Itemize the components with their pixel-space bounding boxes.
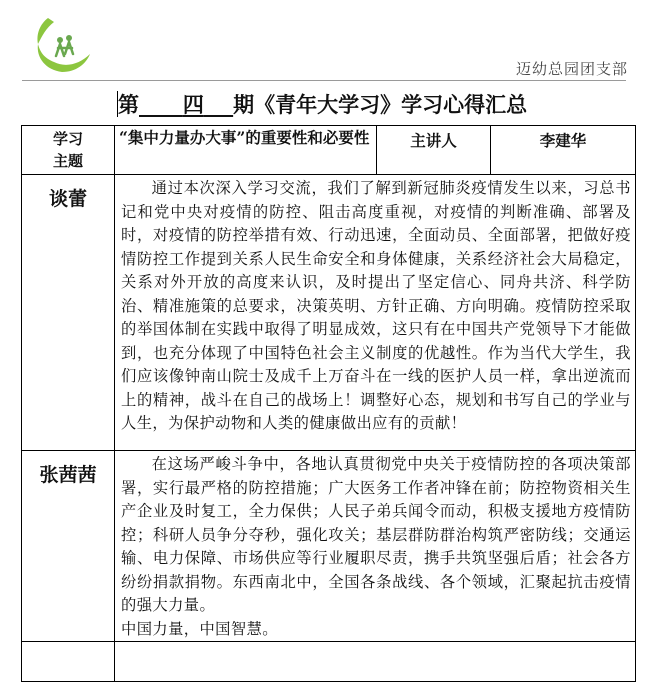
author-name: 谈蕾: [48, 188, 87, 210]
author-name-cell: [22, 451, 115, 642]
leaf-icon: [37, 18, 54, 44]
title-prefix: 第: [118, 92, 139, 117]
topic-label-cell: [22, 126, 115, 175]
study-summary-table: [21, 125, 636, 682]
speaker-label-cell: [377, 126, 491, 175]
author-name-cell: [22, 642, 115, 682]
speaker-name: 李建华: [539, 131, 587, 150]
topic-label: 学习主题: [52, 130, 83, 170]
title-issue-number: 四: [182, 92, 204, 117]
reflection-paragraph: 通过本次深入学习交流，我们了解到新冠肺炎疫情发生以来，习总书记和党中央对疫情的防控、阻击高度重视，对疫情的判断准确、部署及时，对疫情的防控举措有效、行动迅速，全面动员、全面部署，把做好疫情防控工作提到关系人民生命安全和身体健康，关系经济社会大局稳定，关系对外开放的高度来认识，及时提出了坚定信心、同舟共济、科学防治、精准施策的总要求，决策英明、方针正确、方向明确。疫情防控采取的举国体制在实践中取得了明显成效，这只有在中国共产党领导下才能做到，也充分体现了中国特色社会主义制度的优越性。作为当代大学生，我们应该像钟南山院士及成千上万奋斗在一线的医护人员一样，拿出逆流而上的精神，战斗在自己的战场上！调整好心态，规划和书写自己的学业与人生，为保护动物和人类的健康做出应有的贡献！: [121, 179, 631, 432]
title-suffix: 期《青年大学习》学习心得汇总: [233, 92, 528, 117]
title-blank-left: [139, 92, 183, 117]
title-blank-right: [204, 92, 233, 117]
table-row-partial: [22, 642, 636, 682]
organization-name: 迈幼总园团支部: [515, 60, 628, 78]
speaker-label: 主讲人: [410, 131, 457, 150]
table-row: [22, 175, 636, 451]
topic-text: “集中力量办大事”的重要性和必要性: [119, 128, 370, 147]
reflection-text-cell: [115, 451, 636, 642]
author-name: 张茜茜: [39, 464, 97, 486]
speaker-cell: [491, 126, 636, 175]
topic-cell: [115, 126, 377, 175]
header-divider: [22, 80, 626, 81]
organization-logo: [32, 14, 94, 76]
reflection-text-cell: [115, 175, 636, 451]
reflection-closing: 中国力量，中国智慧。: [121, 619, 278, 638]
reflection-text-cell: [115, 642, 636, 682]
author-name-cell: [22, 175, 115, 451]
reflection-paragraph: 在这场严峻斗争中，各地认真贯彻党中央关于疫情防控的各项决策部署，实行最严格的防控措施；广大医务工作者冲锋在前；防控物资相关生产企业及时复工，全力保供；人民子弟兵闻令而动，积极支援地方疫情防控；科研人员争分夺秒，强化攻关；基层群防群治构筑严密防线；交通运输、电力保障、市场供应等行业履职尽责，携手共筑坚强后盾；社会各方纷纷捐款捐物。东西南北中，全国各条战线、各个领域，汇聚起抗击疫情的强大力量。: [121, 455, 631, 614]
page-title: [118, 89, 578, 119]
table-row: [22, 451, 636, 642]
table-header-row: [22, 126, 636, 175]
